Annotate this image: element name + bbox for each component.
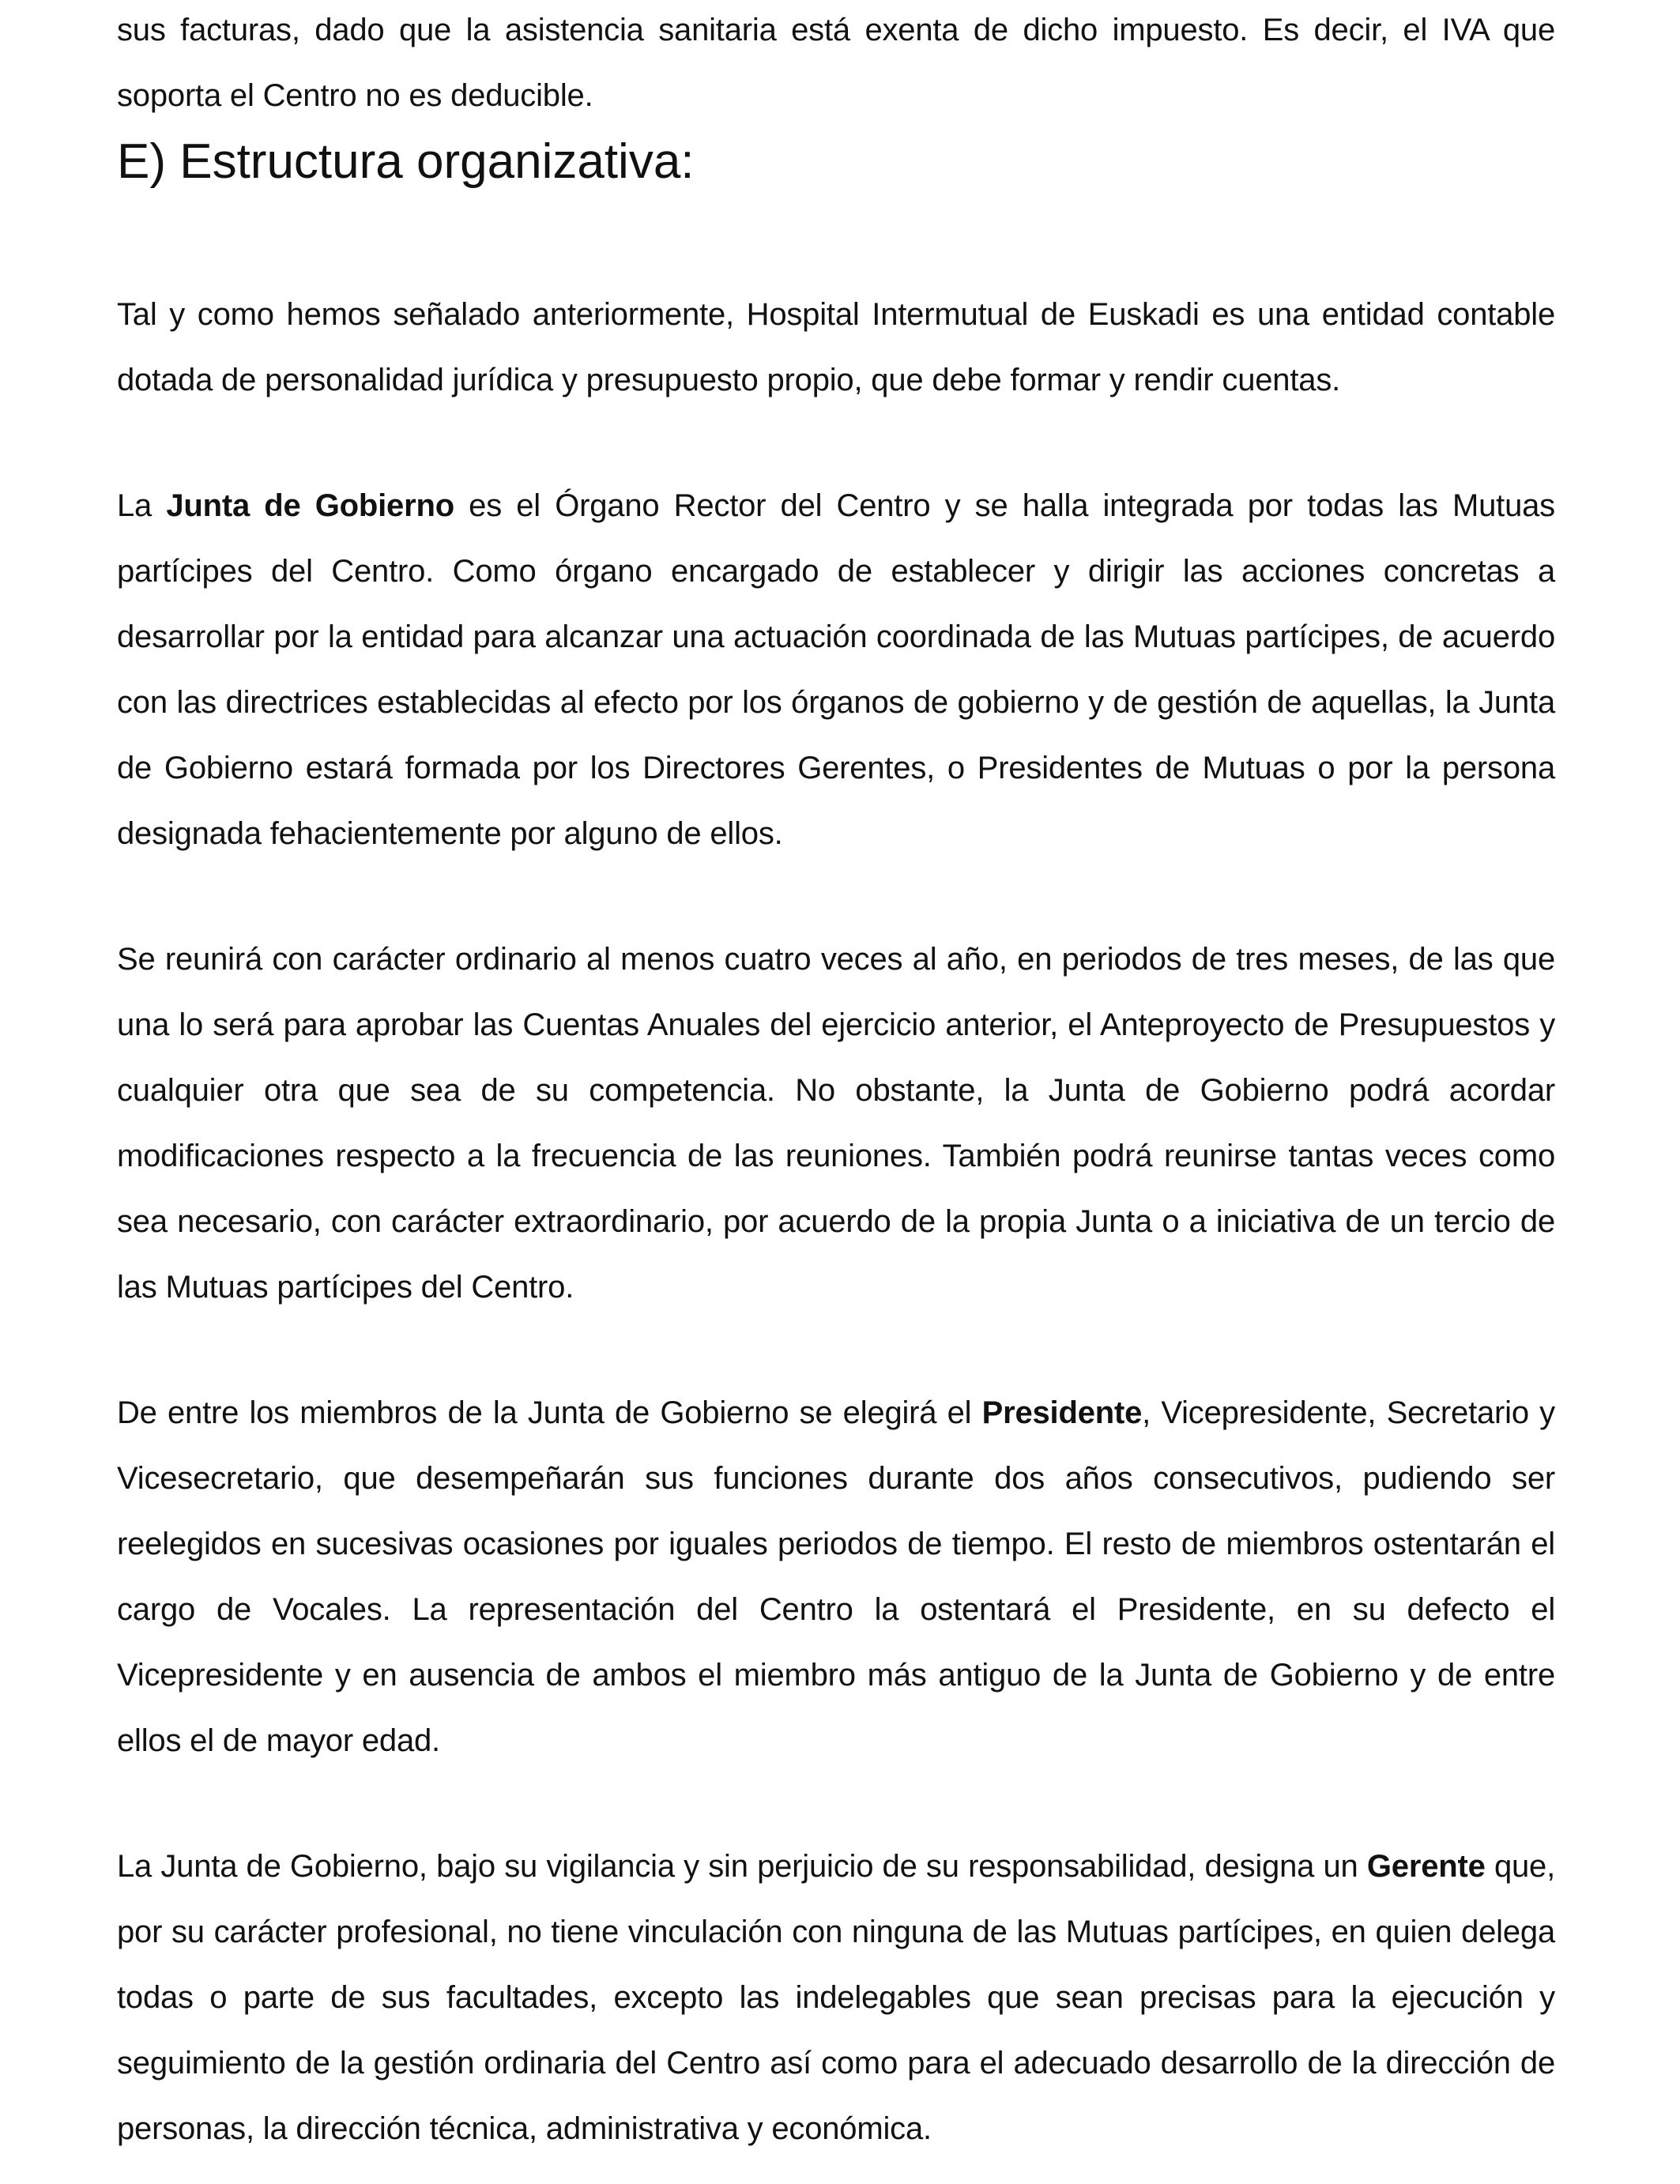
spacer: [117, 413, 1555, 473]
document-page: [117, 0, 1555, 2162]
paragraph-entity-description: Tal y como hemos señalado anteriormente, Hospital Intermutual de Euskadi es una entidad contable dotada de personalidad jurídica y presupuesto propio, que debe formar y rendir cuentas.: [117, 297, 1555, 397]
paragraph-presidente: De entre los miembros de la Junta de Gobierno se elegirá el Presidente, Vicepresidente, Secretario y Vicesecretario, que desempeñarán sus funciones durante dos años consecutivos, pudiendo ser reelegidos en sucesivas ocasiones por iguales periodos de tiempo. El resto de miembros ostentarán el cargo de Vocales. La representación del Centro la ostentará el Presidente, en su defecto el Vicepresidente y en ausencia de ambos el miembro más antiguo de la Junta de Gobierno y de entre ellos el de mayor edad.: [117, 1395, 1555, 1758]
spacer: [117, 1320, 1555, 1380]
intro-paragraph: sus facturas, dado que la asistencia sanitaria está exenta de dicho impuesto. Es decir, el IVA que soporta el Centro no es deducible.: [117, 13, 1555, 113]
paragraph-gerente: La Junta de Gobierno, bajo su vigilancia y sin perjuicio de su responsabilidad, designa un Gerente que, por su carácter profesional, no tiene vinculación con ninguna de las Mutuas partícipes, en quien delega todas o parte de sus facultades, excepto las indelegables que sean precisas para la ejecución y seguimiento de la gestión ordinaria del Centro así como para el adecuado desarrollo de la dirección de personas, la dirección técnica, administrativa y económica.: [117, 1849, 1556, 2146]
bold-term-gerente: Gerente: [1366, 1849, 1486, 1884]
paragraph-reuniones: Se reunirá con carácter ordinario al menos cuatro veces al año, en periodos de tres meses, de las que una lo será para aprobar las Cuentas Anuales del ejercicio anterior, el Anteproyecto de Presupuestos y cualquier otra que sea de su competencia. No obstante, la Junta de Gobierno podrá acordar modificaciones respecto a la frecuencia de las reuniones. También podrá reunirse tantas veces como sea necesario, con carácter extraordinario, por acuerdo de la propia Junta o a iniciativa de un tercio de las Mutuas partícipes del Centro.: [117, 942, 1555, 1305]
bold-term-presidente: Presidente: [981, 1395, 1143, 1430]
spacer: [117, 194, 1555, 282]
bold-term-junta: Junta de Gobierno: [166, 488, 454, 523]
paragraph-junta-de-gobierno: La Junta de Gobierno es el Órgano Rector del Centro y se halla integrada por todas las Mutuas partícipes del Centro. Como órgano encargado de establecer y dirigir las acciones concretas a desarrollar por la entidad para alcanzar una actuación coordinada de las Mutuas partícipes, de acuerdo con las directrices establecidas al efecto por los órganos de gobierno y de gestión de aquellas, la Junta de Gobierno estará formada por los Directores Gerentes, o Presidentes de Mutuas o por la persona designada fehacientemente por alguno de ellos.: [117, 488, 1555, 851]
section-heading: E) Estructura organizativa:: [117, 134, 695, 189]
spacer: [117, 867, 1555, 927]
spacer: [117, 1774, 1555, 1834]
